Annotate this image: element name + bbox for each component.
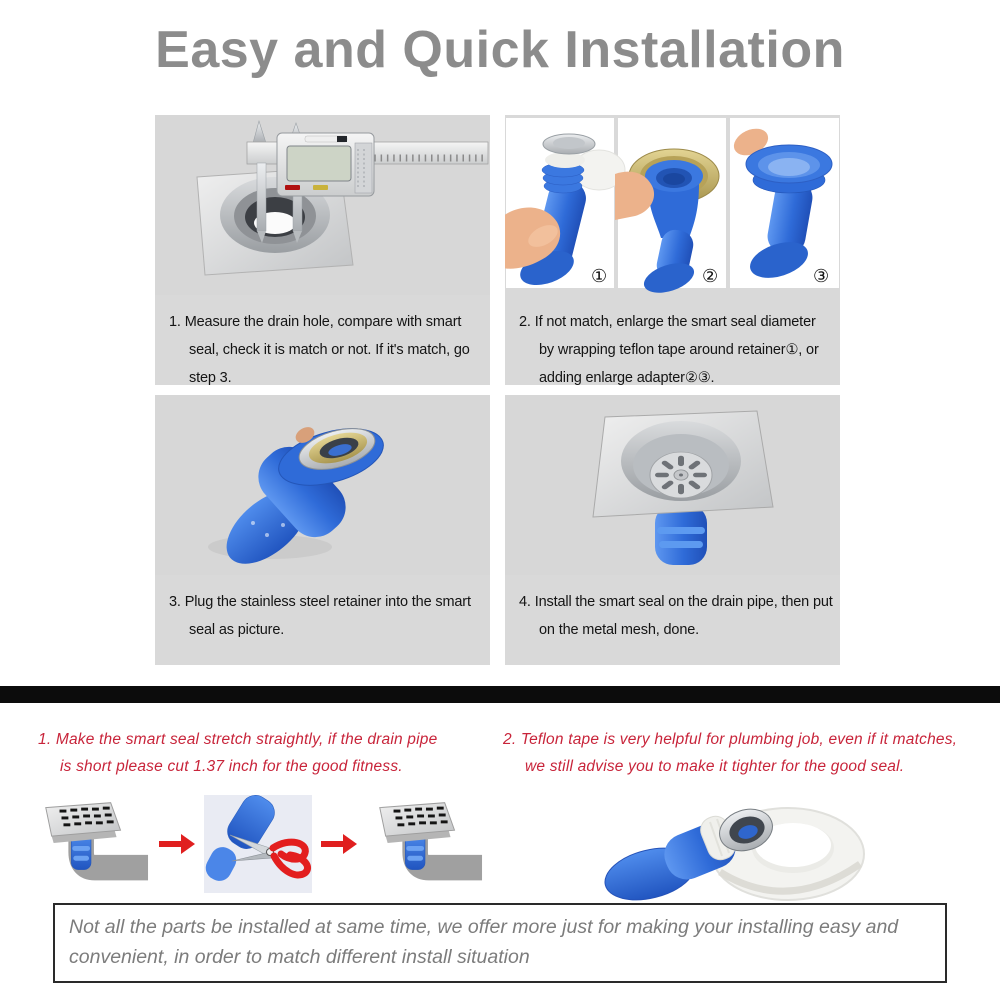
step2-text: If not match, enlarge the smart seal diameter by wrapping teflon tape around retainer①, or adding enlarge adapter②③. [534, 314, 819, 386]
divider-bar [0, 686, 1000, 703]
step2-caption [505, 295, 840, 392]
step1-caption [155, 295, 490, 392]
note2-number: 2. [503, 731, 517, 748]
teflon-tape-figure [588, 792, 888, 915]
part-label-3: ③ [813, 266, 830, 286]
caliper-drain-illustration [155, 115, 490, 295]
step-card-1 [155, 115, 490, 385]
step-card-3 [155, 395, 490, 665]
footer-note-text: Not all the parts be installed at same time, we offer more just for making your installing easy and convenient, in order to match different install situation [69, 916, 899, 968]
drain-elbow-diagram-icon [366, 802, 484, 886]
step4-number: 4. [519, 594, 531, 610]
seal-teflon-tape-icon [588, 792, 888, 910]
note1-text: Make the smart seal stretch straightly, if the drain pipe is short please cut 1.37 inch for the good fitness. [55, 731, 438, 775]
part-label-1: ① [591, 266, 608, 286]
cut-sequence-figures [32, 795, 484, 893]
step3-caption [155, 575, 490, 644]
step2-photo [505, 115, 840, 295]
step3-text: Plug the stainless steel retainer into the smart seal as picture. [184, 594, 471, 638]
step4-photo [505, 395, 840, 575]
note-1 [38, 726, 438, 780]
step1-number: 1. [169, 314, 181, 330]
red-arrow-icon [321, 832, 357, 856]
seal-enlarge-illustration [505, 115, 840, 295]
step4-caption [505, 575, 840, 644]
blue-seal-under-plate-icon [655, 505, 707, 565]
note-2 [503, 726, 967, 780]
part-label-2: ② [702, 266, 719, 286]
page-title: Easy and Quick Installation [155, 21, 845, 79]
step2-number: 2. [519, 314, 531, 330]
step-card-2 [505, 115, 840, 385]
step3-number: 3. [169, 594, 181, 610]
steps-grid [155, 115, 840, 665]
step1-text: Measure the drain hole, compare with smart seal, check it is match or not. If it's match, go step 3. [184, 314, 470, 386]
step4-text: Install the smart seal on the drain pipe, then put on the metal mesh, done. [534, 594, 833, 638]
footer-note-box [53, 903, 947, 983]
mesh-strainer-icon [650, 452, 712, 498]
step-card-4 [505, 395, 840, 665]
scissors-cutting-icon [204, 795, 312, 893]
drain-plate-mesh-icon [593, 411, 773, 517]
installed-drain-illustration [505, 395, 840, 575]
step1-photo [155, 115, 490, 295]
drain-elbow-diagram-icon [32, 802, 150, 886]
retainer-in-seal-illustration [155, 395, 490, 575]
note2-text: Teflon tape is very helpful for plumbing job, even if it matches, we still advise you to make it tighter for the good seal. [520, 731, 958, 775]
red-arrow-icon [159, 832, 195, 856]
step3-photo [155, 395, 490, 575]
note1-number: 1. [38, 731, 52, 748]
